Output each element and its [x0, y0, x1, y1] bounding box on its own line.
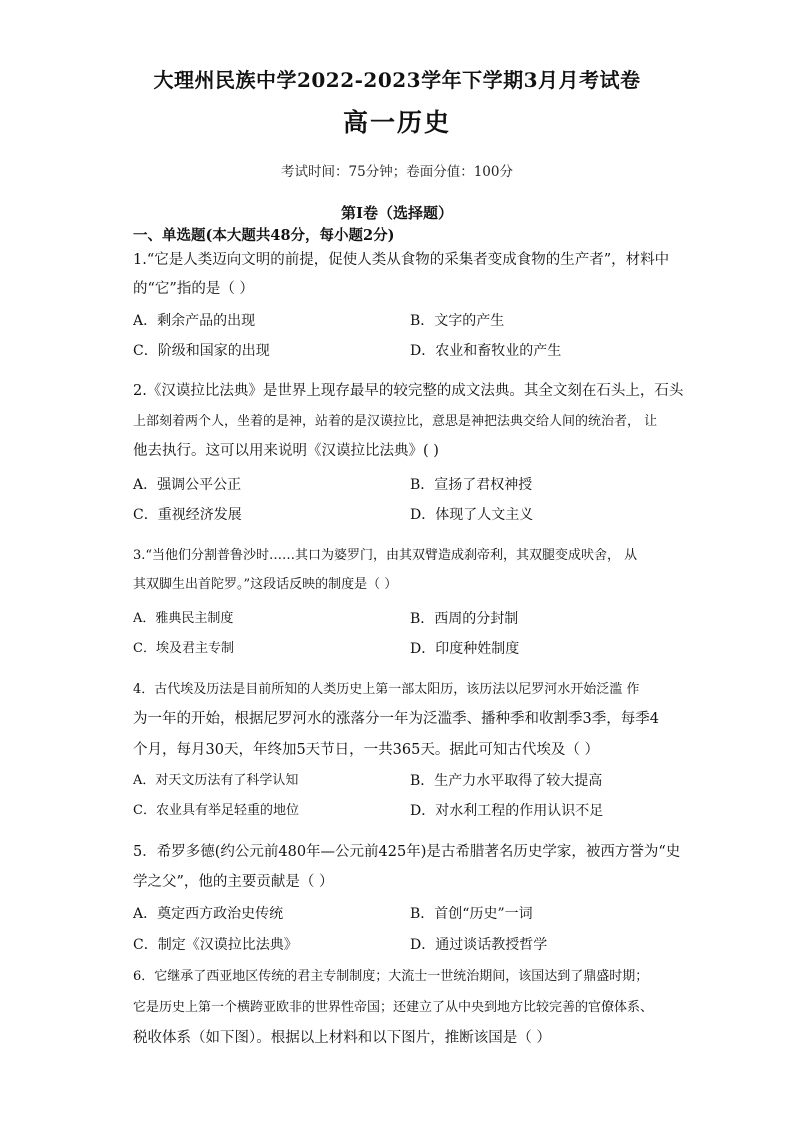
question-6-line-1: 6．它继承了西亚地区传统的君主专制制度；大流士一世统治期间，该国达到了鼎盛时期； — [133, 969, 649, 984]
question-3-option-a: A．雅典民主制度 — [133, 611, 234, 626]
question-4-line-3: 个月，每月30天，年终加5天节日，一共365天。据此可知古代埃及（ ） — [133, 742, 599, 758]
question-4-line-2: 为一年的开始，根据尼罗河水的涨落分一年为泛滥季、播种季和收割季3季，每季4 — [133, 711, 659, 727]
question-1-option-a: A．剩余产品的出现 — [133, 313, 256, 329]
exam-subject: 高一历史 — [342, 108, 451, 137]
question-2-option-d: D．体现了人文主义 — [410, 507, 534, 523]
question-6-line-2: 它是历史上第一个横跨亚欧非的世界性帝国；还建立了从中央到地方比较完善的官僚体系、 — [133, 1000, 654, 1015]
question-2-line-2: 上部刻着两个人，坐着的是神，站着的是汉谟拉比，意思是神把法典交给人间的统治者， 让 — [133, 414, 658, 429]
question-2-option-c: C．重视经济发展 — [133, 507, 242, 523]
question-6-line-3: 税收体系（如下图）。根据以上材料和以下图片，推断该国是（ ） — [133, 1030, 551, 1046]
question-3-option-b: B．西周的分封制 — [410, 611, 519, 627]
volume-heading: 第I卷（选择题） — [340, 204, 454, 222]
question-2-line-1: 2.《汉谟拉比法典》是世界上现存最早的较完整的成文法典。其全文刻在石头上，石头 — [133, 383, 684, 399]
question-4-option-c: C．农业具有举足轻重的地位 — [133, 803, 299, 818]
question-5-option-d: D．通过谈话教授哲学 — [410, 937, 548, 953]
question-4-option-b: B．生产力水平取得了较大提高 — [410, 773, 603, 789]
question-5-line-2: 学之父”，他的主要贡献是（ ） — [133, 874, 334, 890]
question-1-option-c: C．阶级和国家的出现 — [133, 343, 270, 359]
question-3-option-c: C．埃及君主专制 — [133, 641, 234, 656]
question-2-option-a: A．强调公平公正 — [133, 477, 242, 493]
question-3-line-2: 其双脚生出首陀罗。”这段话反映的制度是（ ） — [133, 577, 398, 592]
question-1-option-b: B．文字的产生 — [410, 313, 505, 329]
question-5-line-1: 5．希罗多德(约公元前480年—公元前425年)是古希腊著名历史学家，被西方誉为“史 — [133, 844, 681, 860]
question-1-line-1: 1.“它是人类迈向文明的前提，促使人类从食物的采集者变成食物的生产者”，材料中 — [133, 252, 670, 268]
question-1-option-d: D．农业和畜牧业的产生 — [410, 343, 562, 359]
question-3-option-d: D．印度种姓制度 — [410, 641, 520, 657]
question-4-option-d: D．对水利工程的作用认识不足 — [410, 803, 604, 819]
question-3-line-1: 3.“当他们分割普鲁沙时……其口为婆罗门，由其双臂造成刹帝利，其双腿变成吠舍， 从 — [133, 548, 638, 563]
exam-title: 大理州民族中学2022-2023学年下学期3月月考试卷 — [153, 68, 641, 92]
exam-info: 考试时间：75分钟；卷面分值：100分 — [281, 164, 513, 180]
question-1-line-2: 的“它”指的是（ ） — [133, 281, 254, 297]
question-5-option-c: C．制定《汉谟拉比法典》 — [133, 937, 298, 953]
question-5-option-b: B．首创“历史”一词 — [410, 906, 533, 922]
question-4-option-a: A．对天文历法有了科学认知 — [133, 773, 299, 788]
question-2-line-3: 他去执行。这可以用来说明《汉谟拉比法典》( ) — [133, 443, 439, 459]
question-2-option-b: B．宣扬了君权神授 — [410, 477, 533, 493]
section-heading: 一、单选题(本大题共48分，每小题2分) — [133, 227, 395, 244]
question-5-option-a: A．奠定西方政治史传统 — [133, 906, 284, 922]
question-4-line-1: 4．古代埃及历法是目前所知的人类历史上第一部太阳历，该历法以尼罗河水开始泛滥 作 — [133, 682, 640, 697]
